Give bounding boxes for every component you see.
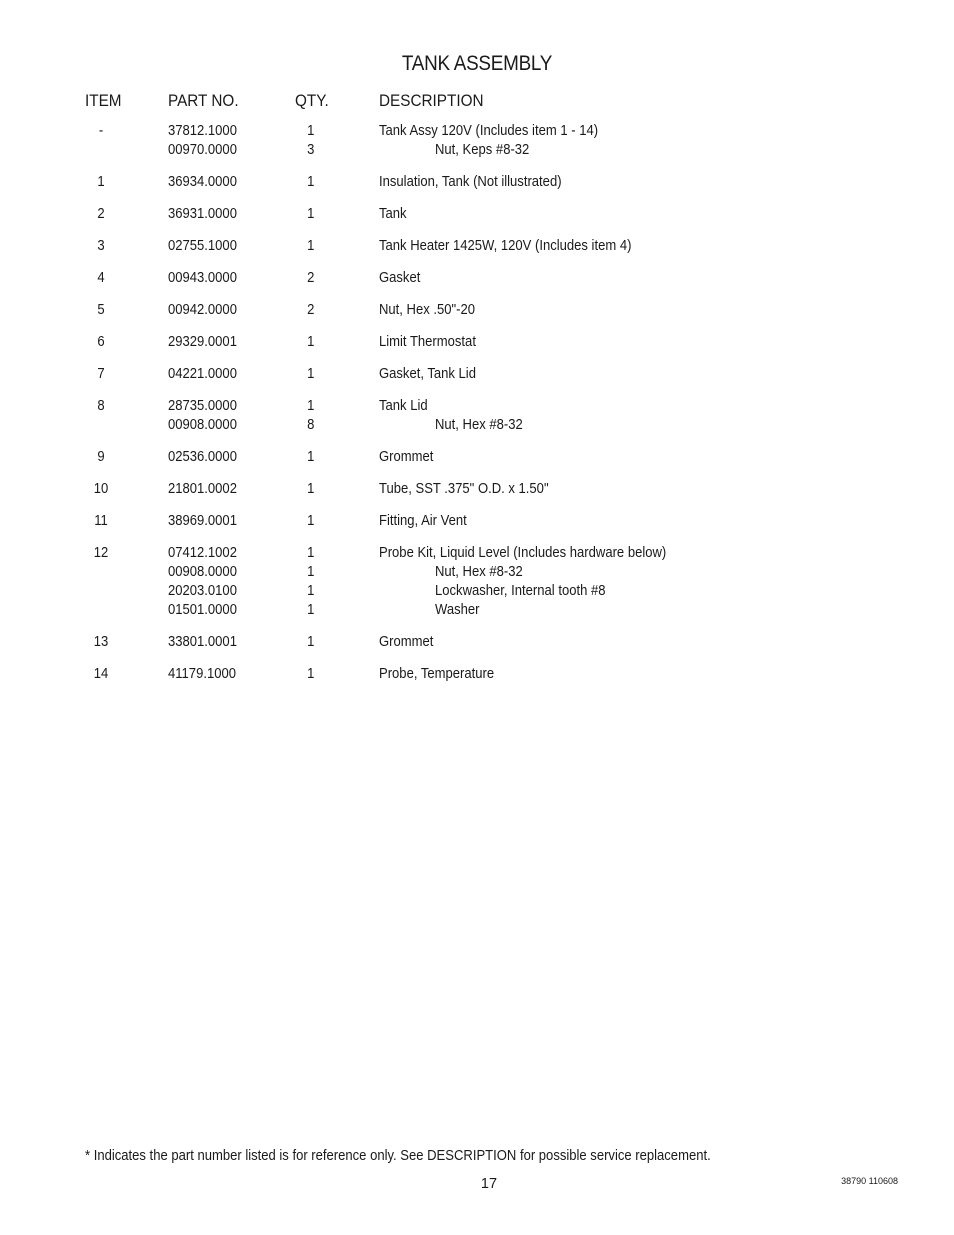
item-number: 2 [97, 206, 105, 222]
description: Grommet [379, 634, 434, 650]
table-row [0, 634, 954, 653]
quantity: 1 [307, 334, 315, 350]
part-number: 41179.1000 [168, 666, 236, 682]
description: Nut, Hex .50"-20 [379, 302, 476, 318]
item-number: 9 [97, 449, 105, 465]
item-number: 10 [93, 481, 109, 497]
part-number: 36934.0000 [168, 174, 237, 190]
table-line [0, 513, 954, 532]
quantity: 1 [307, 449, 315, 465]
quantity: 1 [307, 634, 315, 650]
part-number: 33801.0001 [168, 634, 237, 650]
description: Tube, SST .375" O.D. x 1.50" [379, 481, 549, 497]
table-line [0, 206, 954, 225]
part-number: 29329.0001 [168, 334, 237, 350]
table-line [0, 666, 954, 685]
quantity: 1 [307, 666, 315, 682]
column-header-part-no: PART NO. [168, 91, 239, 110]
table-row [0, 270, 954, 289]
part-number: 20203.0100 [168, 583, 237, 599]
part-number: 28735.0000 [168, 398, 237, 414]
description: Lockwasher, Internal tooth #8 [435, 583, 606, 599]
item-number: 14 [93, 666, 109, 682]
part-number: 38969.0001 [168, 513, 237, 529]
part-number: 02536.0000 [168, 449, 237, 465]
part-number: 02755.1000 [168, 238, 237, 254]
description: Probe Kit, Liquid Level (Includes hardware below) [379, 545, 667, 561]
quantity: 1 [307, 366, 315, 382]
table-line [0, 634, 954, 653]
item-number: - [98, 123, 104, 139]
quantity: 1 [307, 481, 315, 497]
table-line [0, 142, 954, 161]
table-row [0, 481, 954, 500]
table-row [0, 302, 954, 321]
table-row [0, 666, 954, 685]
part-number: 37812.1000 [168, 123, 237, 139]
quantity: 2 [307, 270, 315, 286]
quantity: 1 [307, 398, 315, 414]
table-row [0, 238, 954, 257]
part-number: 00970.0000 [168, 142, 237, 158]
parts-table [0, 123, 954, 698]
quantity: 2 [307, 302, 315, 318]
quantity: 1 [307, 123, 315, 139]
quantity: 1 [307, 174, 315, 190]
table-line [0, 238, 954, 257]
column-header-qty: QTY. [295, 91, 329, 110]
description: Fitting, Air Vent [379, 513, 467, 529]
table-line [0, 545, 954, 564]
description: Gasket, Tank Lid [379, 366, 476, 382]
description: Nut, Hex #8-32 [435, 417, 523, 433]
table-row [0, 366, 954, 385]
table-line [0, 449, 954, 468]
description: Limit Thermostat [379, 334, 476, 350]
table-line [0, 302, 954, 321]
table-line [0, 123, 954, 142]
description: Tank Lid [379, 398, 428, 414]
item-number: 12 [93, 545, 109, 561]
description: Nut, Hex #8-32 [435, 564, 523, 580]
table-row [0, 206, 954, 225]
quantity: 1 [307, 238, 315, 254]
part-number: 00908.0000 [168, 417, 237, 433]
table-row [0, 513, 954, 532]
part-number: 04221.0000 [168, 366, 237, 382]
quantity: 3 [307, 142, 315, 158]
table-line [0, 481, 954, 500]
footnote: * Indicates the part number listed is for reference only. See DESCRIPTION for possible service replacement. [85, 1148, 711, 1164]
table-line [0, 270, 954, 289]
table-line [0, 398, 954, 417]
quantity: 1 [307, 602, 315, 618]
description: Tank Assy 120V (Includes item 1 - 14) [379, 123, 599, 139]
table-line [0, 417, 954, 436]
quantity: 1 [307, 583, 315, 599]
part-number: 01501.0000 [168, 602, 237, 618]
description: Gasket [379, 270, 421, 286]
description: Tank Heater 1425W, 120V (Includes item 4) [379, 238, 632, 254]
part-number: 36931.0000 [168, 206, 237, 222]
item-number: 7 [97, 366, 105, 382]
table-row [0, 123, 954, 161]
page-number: 17 [480, 1176, 498, 1192]
part-number: 00942.0000 [168, 302, 237, 318]
item-number: 5 [97, 302, 105, 318]
table-line [0, 602, 954, 621]
item-number: 1 [97, 174, 105, 190]
quantity: 8 [307, 417, 315, 433]
table-line [0, 583, 954, 602]
table-row [0, 449, 954, 468]
part-number: 21801.0002 [168, 481, 237, 497]
description: Probe, Temperature [379, 666, 495, 682]
table-line [0, 334, 954, 353]
table-row [0, 334, 954, 353]
description: Washer [435, 602, 480, 618]
description: Insulation, Tank (Not illustrated) [379, 174, 562, 190]
page-title: TANK ASSEMBLY [401, 52, 553, 75]
part-number: 00943.0000 [168, 270, 237, 286]
item-number: 8 [97, 398, 105, 414]
item-number: 13 [93, 634, 109, 650]
item-number: 3 [97, 238, 105, 254]
column-header-item: ITEM [85, 91, 122, 110]
description: Tank [379, 206, 407, 222]
item-number: 6 [97, 334, 105, 350]
description: Grommet [379, 449, 434, 465]
quantity: 1 [307, 513, 315, 529]
quantity: 1 [307, 545, 315, 561]
quantity: 1 [307, 206, 315, 222]
table-line [0, 564, 954, 583]
quantity: 1 [307, 564, 315, 580]
table-row [0, 398, 954, 436]
document-number: 38790 110608 [841, 1176, 898, 1186]
description: Nut, Keps #8-32 [435, 142, 530, 158]
part-number: 00908.0000 [168, 564, 237, 580]
column-header-description: DESCRIPTION [379, 91, 484, 110]
item-number: 4 [97, 270, 105, 286]
table-line [0, 174, 954, 193]
part-number: 07412.1002 [168, 545, 237, 561]
item-number: 11 [94, 513, 108, 529]
table-row [0, 545, 954, 621]
table-line [0, 366, 954, 385]
table-row [0, 174, 954, 193]
